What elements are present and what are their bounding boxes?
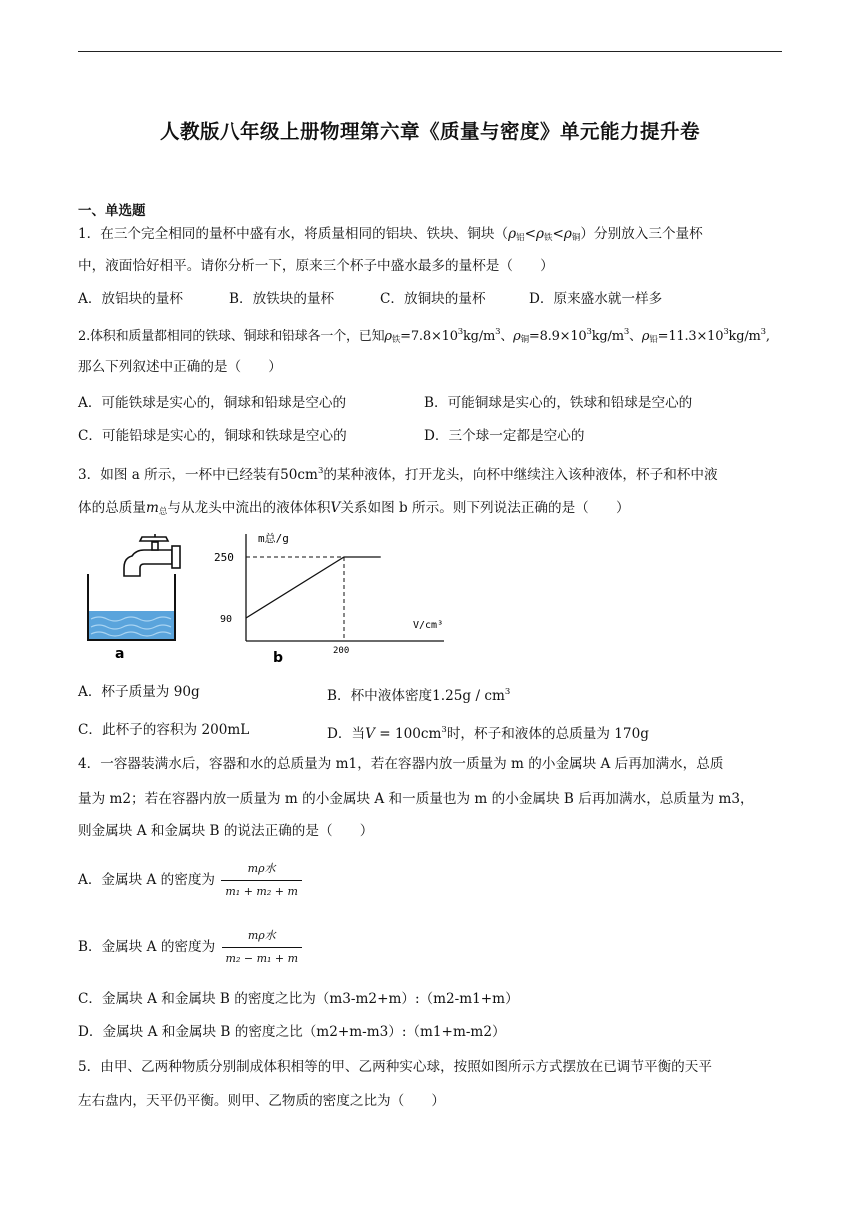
- q2-option-d[interactable]: D．三个球一定都是空心的: [424, 428, 585, 444]
- chart-plot-area: [214, 532, 444, 656]
- y-tick-90: 90: [220, 614, 233, 625]
- q1-option-c[interactable]: C．放铜块的量杯: [380, 291, 486, 307]
- section-heading: 一、单选题: [78, 203, 146, 219]
- q2-option-a[interactable]: A．可能铁球是实心的，铜球和铅球是空心的: [78, 395, 347, 411]
- q3-option-d[interactable]: D．当$V = 100cm^3$时，杯子和液体的总质量为 170g: [327, 725, 649, 742]
- q4-stem-line1: 4．一容器装满水后，容器和水的总质量为 m1，若在容器内放一质量为 m 的小金属块 A 后再加满水，总质: [78, 756, 724, 772]
- x-axis-label: V/cm³: [413, 620, 444, 631]
- figure-b-chart: [210, 530, 470, 665]
- q3-option-b[interactable]: B．杯中液体密度$1.25g / cm^3$: [327, 687, 511, 704]
- y-tick-250: 250: [214, 551, 234, 564]
- q2-stem-line2: 那么下列叙述中正确的是（ ）: [78, 359, 282, 375]
- q4-option-b-fraction: $\frac{\text{mρ水}}{\text{m₂ − m₁ + m}}$: [222, 927, 303, 968]
- figure-a-label: a: [115, 646, 125, 662]
- q1-stem-line2: 中，液面恰好相平。请你分析一下，原来三个杯子中盛水最多的量杯是（ ）: [78, 258, 554, 274]
- q1-option-b[interactable]: B．放铁块的量杯: [229, 291, 335, 307]
- figure-b-label: b: [273, 650, 284, 665]
- q4-option-b[interactable]: B．金属块 A 的密度为 $\frac{\text{mρ水}}{\text{m₂ − m₁ + m}}$: [78, 927, 302, 968]
- q4-stem-line3: 则金属块 A 和金属块 B 的说法正确的是（ ）: [78, 823, 374, 839]
- q2-option-b[interactable]: B．可能铜球是实心的，铁球和铅球是空心的: [424, 395, 693, 411]
- q3-stem-line1: 3．如图 a 所示，一杯中已经装有$50cm^3$的某种液体，打开龙头，向杯中继续注入该种液体，杯子和杯中液: [78, 466, 718, 483]
- q4-option-c[interactable]: C．金属块 A 和金属块 B 的密度之比为（m3-m2+m）:（m2-m1+m）: [78, 991, 519, 1007]
- header-rule: [78, 51, 782, 52]
- q1-option-a[interactable]: A．放铝块的量杯: [78, 291, 183, 307]
- page-title: 人教版八年级上册物理第六章《质量与密度》单元能力提升卷: [159, 120, 700, 143]
- x-tick-200: 200: [333, 646, 350, 656]
- q4-option-a-fraction: $\frac{\text{mρ水}}{\text{m₁ + m₂ + m}}$: [221, 860, 302, 901]
- figure-a-faucet-beaker: [80, 528, 200, 663]
- q3-option-a[interactable]: A．杯子质量为 90g: [78, 684, 200, 700]
- q5-stem-line2: 左右盘内，天平仍平衡。则甲、乙物质的密度之比为（ ）: [78, 1093, 446, 1109]
- q4-option-d[interactable]: D．金属块 A 和金属块 B 的密度之比（m2+m-m3）:（m1+m-m2）: [78, 1024, 506, 1040]
- q3-option-c[interactable]: C．此杯子的容积为 200mL: [78, 722, 250, 738]
- q4-option-a[interactable]: A．金属块 A 的密度为 $\frac{\text{mρ水}}{\text{m₁ + m₂ + m}}$: [78, 860, 302, 901]
- q3-stem-line2: 体的总质量$m_总$与从龙头中流出的液体体积V关系如图 b 所示。则下列说法正确的是（ ）: [78, 500, 630, 517]
- q5-stem-line1: 5．由甲、乙两种物质分别制成体积相等的甲、乙两种实心球，按照如图所示方式摆放在已调节平衡的天平: [78, 1059, 712, 1075]
- beaker-icon: [88, 574, 175, 640]
- q2-option-c[interactable]: C．可能铅球是实心的，铜球和铁球是空心的: [78, 428, 347, 444]
- q4-stem-line2: 量为 m2；若在容器内放一质量为 m 的小金属块 A 和一质量也为 m 的小金属块 B 后再加满水，总质量为 m3，: [78, 791, 754, 807]
- q2-stem-line1: 2.体积和质量都相同的铁球、铜球和铅球各一个，已知$\rho_铁=7.8\times 10^3kg/m^3$、$\rho_铜=8.9\times 10^3kg/m^3$、$\rho_铅=11.3\times 10^3kg/m^3$,: [78, 327, 770, 345]
- series-line: [246, 557, 381, 618]
- y-axis-label: m总/g: [258, 532, 289, 545]
- q1-option-d[interactable]: D．原来盛水就一样多: [529, 291, 663, 307]
- faucet-icon: [124, 534, 180, 576]
- q1-stem-line1: 1．在三个完全相同的量杯中盛有水，将质量相同的铝块、铁块、铜块$(\rho_铝<\rho_铁<\rho_铜)$分别放入三个量杯: [78, 226, 703, 243]
